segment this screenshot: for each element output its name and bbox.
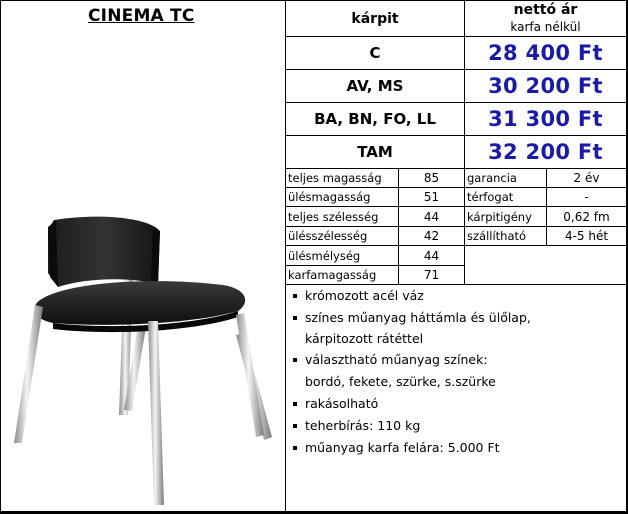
dimension-label: ülésmagasság [288,190,371,204]
karpit-category: BA, BN, FO, LL [314,110,436,128]
feature-item: kárpitozott rátéttel [305,331,424,346]
dimension-value: 44 [423,248,440,263]
spec-label: szállítható [467,229,527,243]
dimension-label: teljes magasság [288,170,382,185]
product-title: CINEMA TC [88,6,195,26]
grid-line [285,284,627,285]
feature-item: színes műanyag háttámla és ülőlap, [305,310,531,325]
feature-item: krómozott acél váz [305,288,424,303]
spec-value: - [584,190,589,204]
dimension-label: ülésmélység [288,248,361,263]
bullet-icon [293,402,297,406]
header-netto-ar: nettó ár [513,2,578,18]
spec-value: 4-5 hét [564,229,609,243]
feature-item: rakásolható [305,396,379,411]
price-value: 32 200 Ft [488,140,603,164]
price-value: 28 400 Ft [488,41,603,65]
price-value: 31 300 Ft [488,107,603,131]
bullet-icon [293,316,297,320]
dimension-value: 85 [423,170,440,185]
feature-item: teherbírás: 110 kg [305,418,421,433]
dimension-value: 44 [423,209,440,224]
bullet-icon [293,446,297,450]
chair-image [8,215,283,510]
header-karfa-nelkul: karfa nélkül [510,20,581,34]
karpit-category: C [369,44,381,62]
dimension-value: 51 [423,190,440,204]
bullet-icon [293,358,297,362]
feature-item: választható műanyag színek: [305,352,488,367]
spec-value: 0,62 fm [563,209,610,224]
bullet-icon [293,294,297,298]
feature-item: műanyag karfa felára: 5.000 Ft [305,440,500,455]
feature-item: bordó, fekete, szürke, s.szürke [305,374,496,389]
dimension-label: karfamagasság [288,268,377,282]
spec-label: garancia [467,170,517,185]
dimension-value: 71 [423,268,440,282]
bullet-icon [293,424,297,428]
karpit-category: AV, MS [346,77,404,95]
outer-border-left [0,0,1,514]
spec-label: térfogat [467,190,514,204]
dimension-label: teljes szélesség [288,209,379,224]
dimension-label: ülésszélesség [288,229,368,243]
spec-label: kárpitigény [467,209,532,224]
price-value: 30 200 Ft [488,74,603,98]
dimension-value: 42 [423,229,440,243]
header-karpit: kárpit [351,10,399,27]
spec-value: 2 év [573,170,600,185]
karpit-category: TAM [357,143,393,161]
